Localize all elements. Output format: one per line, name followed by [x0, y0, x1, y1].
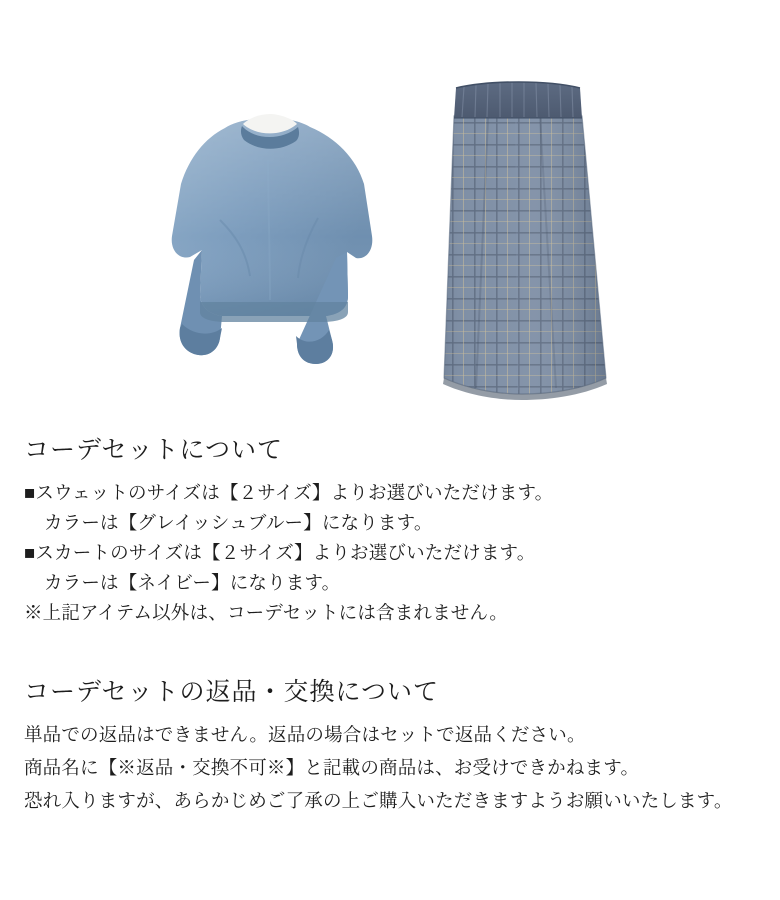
description-content [24, 430, 756, 818]
list-item: カラーは【ネイビー】になります。 [44, 573, 341, 594]
section-about-set [24, 430, 756, 630]
sweatshirt-image [150, 100, 390, 370]
paragraph: 単品での返品はできません。返品の場合はセットで返品ください。 [24, 725, 586, 746]
paragraph: 恐れ入りますが、あらかじめご了承の上ご購入いただきますようお願いいたします。 [24, 791, 733, 812]
section-title-returns-exchanges: コーデセットの返品・交換について [24, 678, 440, 706]
list-item: カラーは【グレイッシュブルー】になります。 [44, 513, 433, 534]
list-item: ■スカートのサイズは【２サイズ】よりお選びいただけます。 [24, 543, 536, 564]
list-item: ※上記アイテム以外は、コーデセットには含まれません。 [24, 603, 508, 624]
list-item: ■スウェットのサイズは【２サイズ】よりお選びいただけます。 [24, 484, 554, 504]
about-set-bullet-list [24, 480, 756, 630]
section-returns-exchanges [24, 672, 756, 818]
product-image-area [0, 0, 780, 420]
paragraph: 商品名に【※返品・交換不可※】と記載の商品は、お受けできかねます。 [24, 758, 640, 779]
skirt-image [430, 78, 620, 408]
section-title-about-set: コーデセットについて [24, 437, 284, 464]
